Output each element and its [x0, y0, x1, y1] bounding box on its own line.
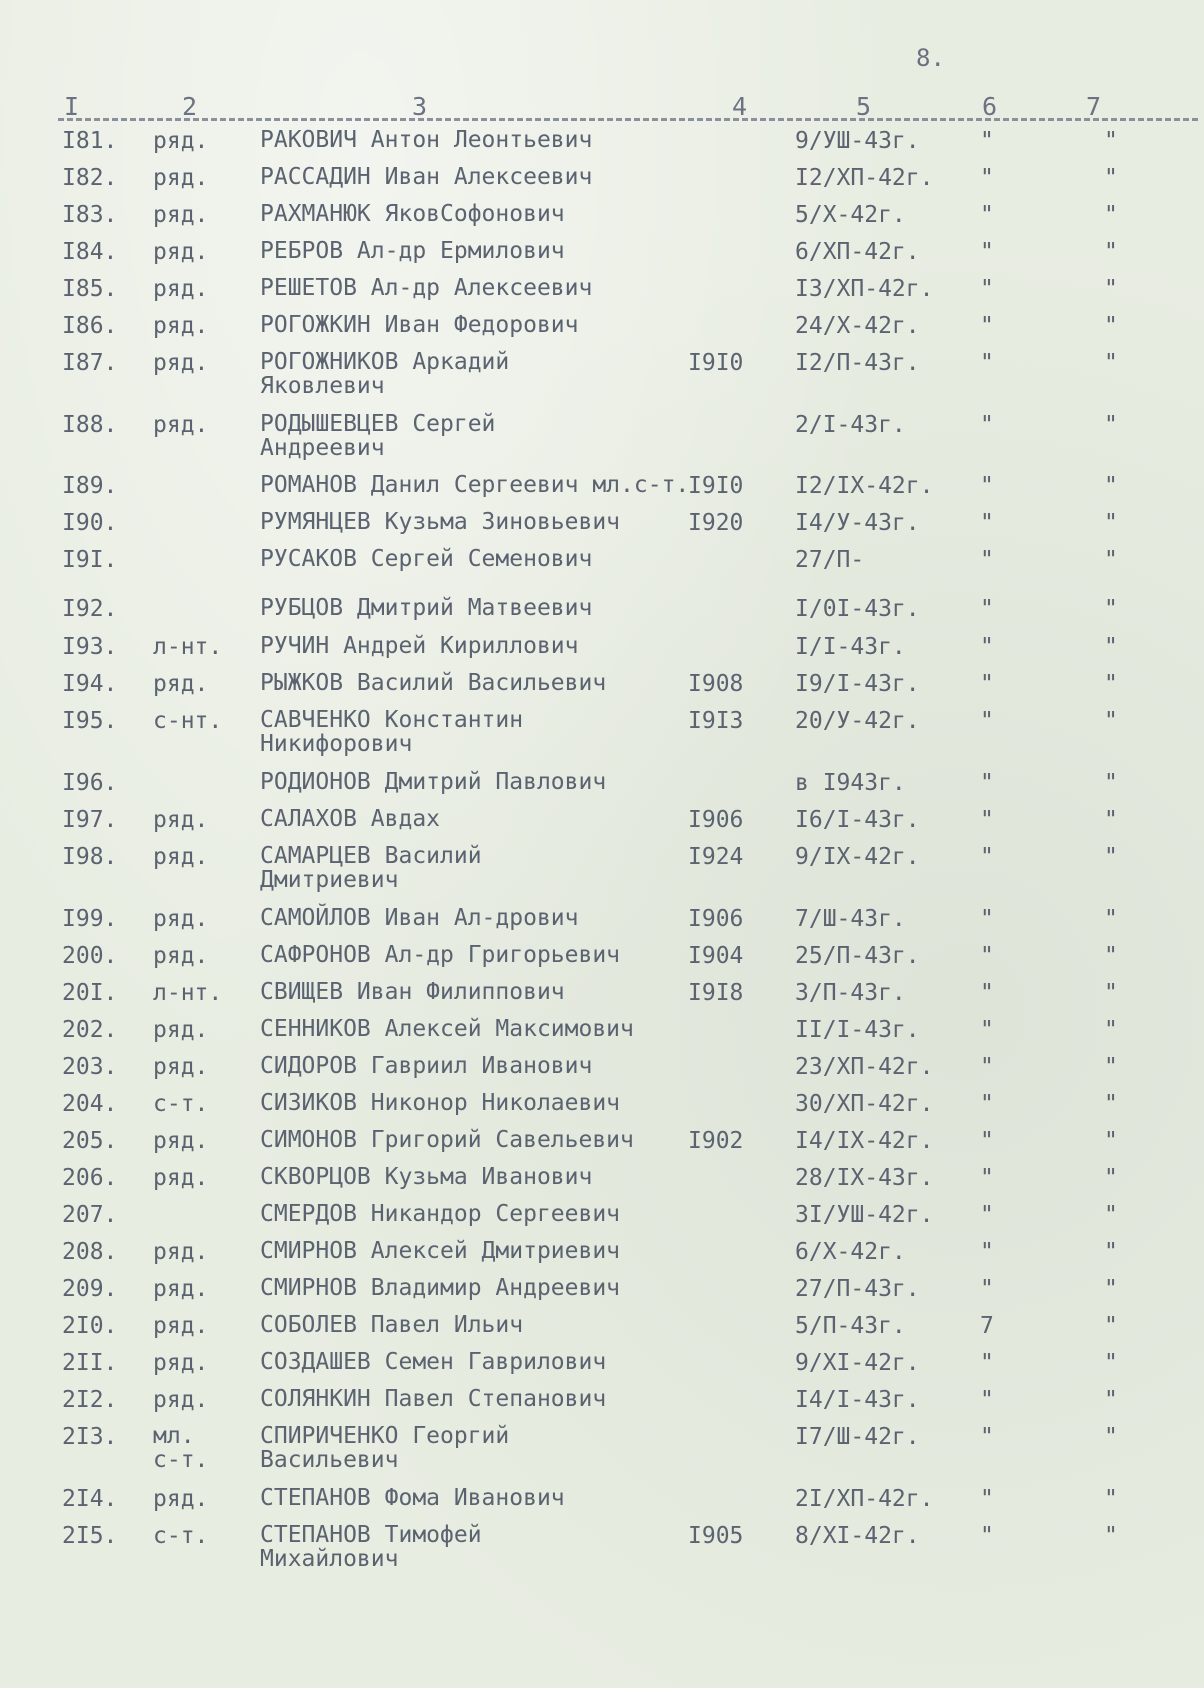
record-col7: ": [1104, 708, 1118, 734]
record-col6: ": [980, 412, 994, 438]
header-dashed-rule: [58, 96, 1198, 121]
record-col6: ": [980, 128, 994, 154]
record-col7: ": [1104, 1091, 1118, 1117]
record-name: СТЕПАНОВ Тимофей Михайлович: [260, 1522, 482, 1572]
record-rank: ряд.: [153, 165, 209, 191]
record-col6: ": [980, 239, 994, 265]
record-rank: ряд.: [153, 128, 209, 154]
record-birth-year: I920: [688, 510, 744, 536]
record-rank: ряд.: [153, 1054, 209, 1080]
record-col6: ": [980, 1424, 994, 1450]
record-col6: ": [980, 596, 994, 622]
record-date: 25/П-43г.: [795, 943, 920, 969]
column-header-3: 3: [412, 92, 428, 121]
record-name: САЛАХОВ Авдах: [260, 806, 441, 832]
record-birth-year: I9I0: [688, 473, 744, 499]
record-number: 208.: [62, 1239, 118, 1265]
record-col6: ": [980, 906, 994, 932]
record-name: САВЧЕНКО Константин Никифорович: [260, 707, 524, 757]
record-birth-year: I9I3: [688, 708, 744, 734]
record-col6: ": [980, 1239, 994, 1265]
record-birth-year: I924: [688, 844, 744, 870]
record-col7: ": [1104, 128, 1118, 154]
record-rank: ряд.: [153, 1017, 209, 1043]
record-name: СМЕРДОВ Никандор Сергеевич: [260, 1201, 621, 1227]
column-header-4: 4: [732, 92, 748, 121]
column-header-7: 7: [1086, 92, 1102, 121]
record-col6: ": [980, 547, 994, 573]
record-col7: ": [1104, 1017, 1118, 1043]
record-date: I4/IХ-42г.: [795, 1128, 934, 1154]
record-number: 205.: [62, 1128, 118, 1154]
record-rank: мл. с-т.: [153, 1423, 209, 1473]
record-number: I96.: [62, 770, 118, 796]
record-col6: ": [980, 943, 994, 969]
record-rank: ряд.: [153, 671, 209, 697]
record-name: СОБОЛЕВ Павел Ильич: [260, 1312, 524, 1338]
record-number: I99.: [62, 906, 118, 932]
record-name: РАХМАНЮК ЯковСофонович: [260, 201, 565, 227]
record-name: РОДЫШЕВЦЕВ Сергей Андреевич: [260, 411, 496, 461]
record-rank: ряд.: [153, 239, 209, 265]
record-date: 9/IХ-42г.: [795, 844, 920, 870]
record-col6: ": [980, 770, 994, 796]
record-rank: ряд.: [153, 1165, 209, 1191]
record-number: I98.: [62, 844, 118, 870]
record-col6: ": [980, 1017, 994, 1043]
record-name: РЕШЕТОВ Ал-др Алексеевич: [260, 275, 593, 301]
record-col7: ": [1104, 1523, 1118, 1549]
record-date: 30/ХП-42г.: [795, 1091, 934, 1117]
record-date: 20/У-42г.: [795, 708, 920, 734]
record-date: 24/Х-42г.: [795, 313, 920, 339]
record-col6: ": [980, 1523, 994, 1549]
record-name: РУБЦОВ Дмитрий Матвеевич: [260, 595, 593, 621]
record-col7: ": [1104, 165, 1118, 191]
record-rank: с-т.: [153, 1091, 209, 1117]
record-name: САМАРЦЕВ Василий Дмитриевич: [260, 843, 482, 893]
record-name: СПИРИЧЕНКО Георгий Васильевич: [260, 1423, 510, 1473]
record-date: I2/IХ-42г.: [795, 473, 934, 499]
record-date: 5/П-43г.: [795, 1313, 906, 1339]
record-col7: ": [1104, 770, 1118, 796]
record-col6: ": [980, 1387, 994, 1413]
record-col7: ": [1104, 276, 1118, 302]
record-col7: ": [1104, 980, 1118, 1006]
column-header-6: 6: [982, 92, 998, 121]
record-number: 2I5.: [62, 1523, 118, 1549]
record-rank: с-т.: [153, 1523, 209, 1549]
record-date: I7/Ш-42г.: [795, 1424, 920, 1450]
record-name: РУЧИН Андрей Кириллович: [260, 633, 579, 659]
record-rank: ряд.: [153, 202, 209, 228]
record-col6: ": [980, 165, 994, 191]
record-rank: л-нт.: [153, 980, 223, 1006]
record-name: СЕННИКОВ Алексей Максимович: [260, 1016, 634, 1042]
record-name: РАКОВИЧ Антон Леонтьевич: [260, 127, 593, 153]
column-header-5: 5: [856, 92, 872, 121]
column-header-2: 2: [182, 92, 198, 121]
record-col7: ": [1104, 313, 1118, 339]
record-col6: ": [980, 671, 994, 697]
record-number: I94.: [62, 671, 118, 697]
record-col6: ": [980, 1091, 994, 1117]
record-rank: ряд.: [153, 906, 209, 932]
record-col6: ": [980, 473, 994, 499]
record-number: 2I4.: [62, 1486, 118, 1512]
record-name: СОЗДАШЕВ Семен Гаврилович: [260, 1349, 607, 1375]
record-date: 8/ХI-42г.: [795, 1523, 920, 1549]
record-rank: ряд.: [153, 1350, 209, 1376]
record-col6: ": [980, 350, 994, 376]
record-name: САФРОНОВ Ал-др Григорьевич: [260, 942, 621, 968]
record-rank: ряд.: [153, 1486, 209, 1512]
record-date: I4/У-43г.: [795, 510, 920, 536]
record-date: I6/I-43г.: [795, 807, 920, 833]
record-col6: ": [980, 510, 994, 536]
record-number: I9I.: [62, 547, 118, 573]
record-rank: ряд.: [153, 1128, 209, 1154]
record-date: в I943г.: [795, 770, 906, 796]
record-col7: ": [1104, 1486, 1118, 1512]
column-header-1: I: [64, 92, 80, 121]
record-col6: ": [980, 1165, 994, 1191]
record-birth-year: I906: [688, 906, 744, 932]
record-date: I/0I-43г.: [795, 596, 920, 622]
record-rank: ряд.: [153, 1276, 209, 1302]
record-number: 203.: [62, 1054, 118, 1080]
record-date: 7/Ш-43г.: [795, 906, 906, 932]
record-number: I89.: [62, 473, 118, 499]
record-rank: ряд.: [153, 1239, 209, 1265]
record-number: I88.: [62, 412, 118, 438]
record-date: 2I/ХП-42г.: [795, 1486, 934, 1512]
record-name: СИМОНОВ Григорий Савельевич: [260, 1127, 634, 1153]
record-col6: ": [980, 1486, 994, 1512]
record-rank: ряд.: [153, 807, 209, 833]
record-col6: ": [980, 276, 994, 302]
record-col7: ": [1104, 807, 1118, 833]
record-date: 2/I-43г.: [795, 412, 906, 438]
record-name: РОГОЖНИКОВ Аркадий Яковлевич: [260, 349, 510, 399]
record-col7: ": [1104, 596, 1118, 622]
record-col6: ": [980, 313, 994, 339]
record-date: 28/IХ-43г.: [795, 1165, 934, 1191]
record-birth-year: I905: [688, 1523, 744, 1549]
record-col6: ": [980, 807, 994, 833]
record-name: РОДИОНОВ Дмитрий Павлович: [260, 769, 607, 795]
record-rank: ряд.: [153, 1387, 209, 1413]
record-number: I95.: [62, 708, 118, 734]
record-col7: ": [1104, 547, 1118, 573]
record-col6: ": [980, 980, 994, 1006]
record-number: I81.: [62, 128, 118, 154]
record-col6: ": [980, 1276, 994, 1302]
record-date: I4/I-43г.: [795, 1387, 920, 1413]
record-number: 20I.: [62, 980, 118, 1006]
record-col7: ": [1104, 202, 1118, 228]
record-col7: ": [1104, 1128, 1118, 1154]
record-name: РЕБРОВ Ал-др Ермилович: [260, 238, 565, 264]
record-name: СТЕПАНОВ Фома Иванович: [260, 1485, 565, 1511]
record-col7: ": [1104, 634, 1118, 660]
record-birth-year: I9I0: [688, 350, 744, 376]
record-number: I85.: [62, 276, 118, 302]
record-col7: ": [1104, 473, 1118, 499]
record-name: СИЗИКОВ Никонор Николаевич: [260, 1090, 621, 1116]
record-number: 2I2.: [62, 1387, 118, 1413]
record-col7: ": [1104, 943, 1118, 969]
page-number: 8.: [916, 44, 945, 72]
record-date: I/I-43г.: [795, 634, 906, 660]
record-col7: ": [1104, 1387, 1118, 1413]
record-date: 6/ХП-42г.: [795, 239, 920, 265]
record-col7: ": [1104, 239, 1118, 265]
record-number: I83.: [62, 202, 118, 228]
record-name: САМОЙЛОВ Иван Ал-дрович: [260, 905, 579, 931]
record-birth-year: I904: [688, 943, 744, 969]
record-rank: ряд.: [153, 844, 209, 870]
record-col7: ": [1104, 844, 1118, 870]
record-name: РЫЖКОВ Василий Васильевич: [260, 670, 607, 696]
record-number: 202.: [62, 1017, 118, 1043]
record-date: I2/П-43г.: [795, 350, 920, 376]
record-date: 3I/УШ-42г.: [795, 1202, 934, 1228]
record-col7: ": [1104, 1424, 1118, 1450]
record-date: 3/П-43г.: [795, 980, 906, 1006]
record-number: I92.: [62, 596, 118, 622]
record-col6: ": [980, 708, 994, 734]
record-col7: ": [1104, 1350, 1118, 1376]
record-rank: л-нт.: [153, 634, 223, 660]
record-date: I3/ХП-42г.: [795, 276, 934, 302]
record-name: СМИРНОВ Владимир Андреевич: [260, 1275, 621, 1301]
record-rank: с-нт.: [153, 708, 223, 734]
record-rank: ряд.: [153, 412, 209, 438]
record-date: 27/П-: [795, 547, 865, 573]
record-col7: ": [1104, 1165, 1118, 1191]
record-col7: ": [1104, 671, 1118, 697]
record-name: РОГОЖКИН Иван Федорович: [260, 312, 579, 338]
record-col7: ": [1104, 906, 1118, 932]
record-number: I86.: [62, 313, 118, 339]
record-name: РУМЯНЦЕВ Кузьма Зиновьевич: [260, 509, 621, 535]
record-number: 2II.: [62, 1350, 118, 1376]
record-number: I84.: [62, 239, 118, 265]
record-col7: ": [1104, 1313, 1118, 1339]
record-col6: ": [980, 634, 994, 660]
record-date: I9/I-43г.: [795, 671, 920, 697]
record-name: РОМАНОВ Данил Сергеевич мл.с-т.: [260, 472, 690, 498]
record-date: 6/Х-42г.: [795, 1239, 906, 1265]
record-col6: 7: [980, 1313, 994, 1339]
record-birth-year: I906: [688, 807, 744, 833]
record-number: 2I0.: [62, 1313, 118, 1339]
record-col7: ": [1104, 1202, 1118, 1228]
record-name: СИДОРОВ Гавриил Иванович: [260, 1053, 593, 1079]
record-number: I93.: [62, 634, 118, 660]
record-date: 27/П-43г.: [795, 1276, 920, 1302]
record-col7: ": [1104, 1276, 1118, 1302]
record-date: 9/ХI-42г.: [795, 1350, 920, 1376]
record-rank: ряд.: [153, 276, 209, 302]
record-number: 207.: [62, 1202, 118, 1228]
record-col7: ": [1104, 350, 1118, 376]
record-name: СМИРНОВ Алексей Дмитриевич: [260, 1238, 621, 1264]
record-rank: ряд.: [153, 1313, 209, 1339]
record-name: СКВОРЦОВ Кузьма Иванович: [260, 1164, 593, 1190]
record-col7: ": [1104, 1054, 1118, 1080]
record-rank: ряд.: [153, 350, 209, 376]
record-col6: ": [980, 1202, 994, 1228]
record-col6: ": [980, 1128, 994, 1154]
record-birth-year: I9I8: [688, 980, 744, 1006]
record-date: 9/УШ-43г.: [795, 128, 920, 154]
record-number: I82.: [62, 165, 118, 191]
record-number: I97.: [62, 807, 118, 833]
record-number: I87.: [62, 350, 118, 376]
record-name: СОЛЯНКИН Павел Степанович: [260, 1386, 607, 1412]
record-date: 5/Х-42г.: [795, 202, 906, 228]
record-col6: ": [980, 202, 994, 228]
record-birth-year: I908: [688, 671, 744, 697]
record-name: РАССАДИН Иван Алексеевич: [260, 164, 593, 190]
record-date: I2/ХП-42г.: [795, 165, 934, 191]
record-col6: ": [980, 1350, 994, 1376]
record-date: II/I-43г.: [795, 1017, 920, 1043]
record-col6: ": [980, 844, 994, 870]
record-number: I90.: [62, 510, 118, 536]
record-col6: ": [980, 1054, 994, 1080]
record-col7: ": [1104, 510, 1118, 536]
record-number: 204.: [62, 1091, 118, 1117]
record-rank: ряд.: [153, 313, 209, 339]
record-rank: ряд.: [153, 943, 209, 969]
record-col7: ": [1104, 1239, 1118, 1265]
record-birth-year: I902: [688, 1128, 744, 1154]
record-name: СВИЩЕВ Иван Филиппович: [260, 979, 565, 1005]
record-name: РУСАКОВ Сергей Семенович: [260, 546, 593, 572]
record-number: 200.: [62, 943, 118, 969]
record-date: 23/ХП-42г.: [795, 1054, 934, 1080]
record-number: 2I3.: [62, 1424, 118, 1450]
record-number: 206.: [62, 1165, 118, 1191]
record-number: 209.: [62, 1276, 118, 1302]
record-col7: ": [1104, 412, 1118, 438]
